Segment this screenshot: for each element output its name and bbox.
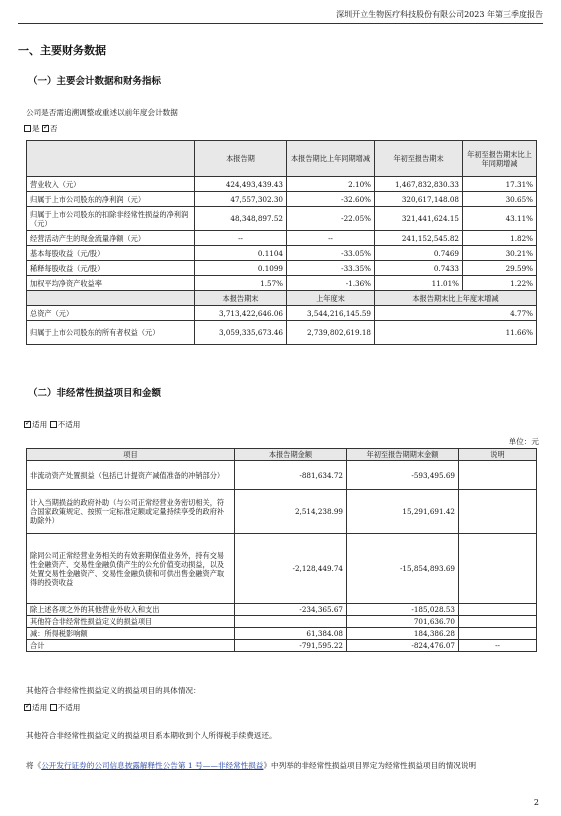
cell: [235, 616, 347, 628]
header-cell: 本报告期金额: [235, 449, 347, 461]
table-row: [27, 534, 537, 604]
cell: 0.7469: [375, 246, 463, 261]
cell: -33.35%: [287, 261, 375, 276]
table-row: [27, 246, 537, 261]
cell: [459, 616, 537, 628]
row-label: 归属于上市公司股东的所有者权益（元）: [27, 321, 195, 345]
row-label: 除同公司正常经营业务相关的有效套期保值业务外，持有交易性金融资产、交易性金融负债产生的公允价值变动损益，以及处置交易性金融资产、交易性金融负债和可供出售金融资产取得的投资收益: [27, 534, 235, 604]
cell: 424,493,439.43: [195, 177, 287, 192]
applicability-options-1: [24, 420, 80, 429]
cell: -33.05%: [287, 246, 375, 261]
row-label: 除上述各项之外的其他营业外收入和支出: [27, 604, 235, 616]
header-cell: 年初至报告期末比上年同期增减: [463, 141, 537, 177]
section-title: 一、主要财务数据: [18, 44, 106, 57]
cell: -32.60%: [287, 192, 375, 207]
table-row: [27, 640, 537, 652]
header-cell: 本报告期: [195, 141, 287, 177]
header-cell: [27, 291, 195, 306]
reclassification-statement: [26, 760, 539, 772]
row-label: 基本每股收益（元/股）: [27, 246, 195, 261]
cell: 61,384.08: [235, 628, 347, 640]
row-label: 营业收入（元）: [27, 177, 195, 192]
cell: 0.7433: [375, 261, 463, 276]
cell: 321,441,624.15: [375, 207, 463, 231]
table-row: [27, 616, 537, 628]
cell: [459, 461, 537, 490]
header-cell: 本报告期末: [195, 291, 287, 306]
page-header: [18, 8, 543, 24]
cell: 11.01%: [375, 276, 463, 291]
row-label: 经营活动产生的现金流量净额（元）: [27, 231, 195, 246]
table-header-row: [27, 141, 537, 177]
table-row: [27, 490, 537, 534]
cell: --: [459, 640, 537, 652]
cell: [459, 490, 537, 534]
cell: -185,028.53: [347, 604, 459, 616]
subsection-title-1: （一）主要会计数据和财务指标: [28, 76, 162, 87]
header-company: 深圳开立生物医疗科技股份有限公司: [336, 10, 465, 19]
cell: 0.1104: [195, 246, 287, 261]
cell: 184,386.28: [347, 628, 459, 640]
table-row: [27, 628, 537, 640]
table-row: [27, 231, 537, 246]
row-label: 加权平均净资产收益率: [27, 276, 195, 291]
table-row: [27, 192, 537, 207]
cell: 30.21%: [463, 246, 537, 261]
cell: -1.36%: [287, 276, 375, 291]
row-label: 合计: [27, 640, 235, 652]
header-cell: 年初至报告期期末金额: [347, 449, 459, 461]
row-label: 计入当期损益的政府补助（与公司正常经营业务密切相关，符合国家政策规定、按照一定标准定额或定量持续享受的政府补助除外）: [27, 490, 235, 534]
row-label: 非流动资产处置损益（包括已计提资产减值准备的冲销部分）: [27, 461, 235, 490]
checkbox-not-applicable-2[interactable]: [50, 704, 57, 711]
table-header-row: [27, 449, 537, 461]
cell: -15,854,893.69: [347, 534, 459, 604]
other-items-description: 其他符合非经常性损益定义的损益项目的具体情况：: [26, 686, 201, 695]
unit-label: 单位：元: [508, 437, 539, 446]
header-cell: 本报告期比上年同期增减: [287, 141, 375, 177]
page-number: 2: [533, 798, 539, 807]
cell: 43.11%: [463, 207, 537, 231]
cell: 30.65%: [463, 192, 537, 207]
cell: -824,476.07: [347, 640, 459, 652]
header-report: 2023 年第三季度报告: [464, 10, 543, 19]
other-items-note: 其他符合非经常性损益定义的损益项目系本期收到个人所得税手续费返还。: [26, 731, 277, 740]
header-cell: 项目: [27, 449, 235, 461]
label-applicable: 适用: [32, 420, 48, 429]
checkbox-applicable-2[interactable]: [24, 704, 31, 711]
cell: --: [195, 231, 287, 246]
header-cell: 说明: [459, 449, 537, 461]
cell: 48,348,897.52: [195, 207, 287, 231]
table-row: [27, 461, 537, 490]
row-label: 减：所得税影响额: [27, 628, 235, 640]
row-label: 归属于上市公司股东的净利润（元）: [27, 192, 195, 207]
cell: 47,557,302.30: [195, 192, 287, 207]
row-label: 稀释每股收益（元/股）: [27, 261, 195, 276]
cell: 11.66%: [375, 321, 537, 345]
statement-suffix: 》中列举的非经常性损益项目界定为经常性损益项目的情况说明: [263, 761, 477, 770]
cell: -881,634.72: [235, 461, 347, 490]
cell: 1.57%: [195, 276, 287, 291]
cell: 0.1099: [195, 261, 287, 276]
announcement-link[interactable]: 公开发行证券的公司信息披露解释性公告第 1 号——非经常性损益: [41, 761, 264, 770]
table-row: [27, 306, 537, 321]
retro-question: 公司是否需追溯调整或重述以前年度会计数据: [26, 108, 178, 117]
statement-prefix: 将《: [26, 761, 42, 770]
cell: 15,291,691.42: [347, 490, 459, 534]
label-not-applicable-2: 不适用: [57, 703, 81, 712]
label-no: 否: [50, 124, 58, 133]
header-cell: 上年度末: [287, 291, 375, 306]
cell: 2.10%: [287, 177, 375, 192]
table-row: [27, 177, 537, 192]
row-label: 总资产（元）: [27, 306, 195, 321]
cell: 320,617,148.08: [375, 192, 463, 207]
cell: -2,128,449.74: [235, 534, 347, 604]
header-cell: 本报告期末比上年度末增减: [375, 291, 537, 306]
label-applicable-2: 适用: [32, 703, 48, 712]
label-not-applicable: 不适用: [57, 420, 81, 429]
applicability-options-2: [24, 703, 80, 712]
cell: 29.59%: [463, 261, 537, 276]
label-yes: 是: [32, 124, 40, 133]
cell: 701,636.70: [347, 616, 459, 628]
cell: -234,365.67: [235, 604, 347, 616]
table-subheader-row: [27, 291, 537, 306]
checkbox-not-applicable[interactable]: [50, 421, 57, 428]
cell: 241,152,545.82: [375, 231, 463, 246]
cell: -22.05%: [287, 207, 375, 231]
financial-table: [26, 140, 537, 345]
cell: -593,495.69: [347, 461, 459, 490]
retro-options: [24, 124, 58, 133]
cell: 17.31%: [463, 177, 537, 192]
table-row: [27, 321, 537, 345]
cell: 2,739,802,619.18: [287, 321, 375, 345]
header-cell: [27, 141, 195, 177]
checkbox-no[interactable]: [42, 125, 49, 132]
checkbox-applicable[interactable]: [24, 421, 31, 428]
cell: 1,467,832,830.33: [375, 177, 463, 192]
cell: 3,544,216,145.59: [287, 306, 375, 321]
table-row: [27, 261, 537, 276]
cell: 2,514,238.99: [235, 490, 347, 534]
cell: 1.22%: [463, 276, 537, 291]
cell: -791,595.22: [235, 640, 347, 652]
subsection-title-2: （二）非经常性损益项目和金额: [28, 388, 162, 399]
cell: 3,059,335,673.46: [195, 321, 287, 345]
cell: [459, 534, 537, 604]
cell: 1.82%: [463, 231, 537, 246]
checkbox-yes[interactable]: [24, 125, 31, 132]
cell: [459, 604, 537, 616]
table-row: [27, 207, 537, 231]
row-label: 归属于上市公司股东的扣除非经常性损益的净利润（元）: [27, 207, 195, 231]
header-cell: 年初至报告期末: [375, 141, 463, 177]
cell: --: [287, 231, 375, 246]
cell: 4.77%: [375, 306, 537, 321]
cell: [459, 628, 537, 640]
table-row: [27, 276, 537, 291]
cell: 3,713,422,646.06: [195, 306, 287, 321]
non-recurring-table: [26, 448, 537, 652]
row-label: 其他符合非经常性损益定义的损益项目: [27, 616, 235, 628]
table-row: [27, 604, 537, 616]
